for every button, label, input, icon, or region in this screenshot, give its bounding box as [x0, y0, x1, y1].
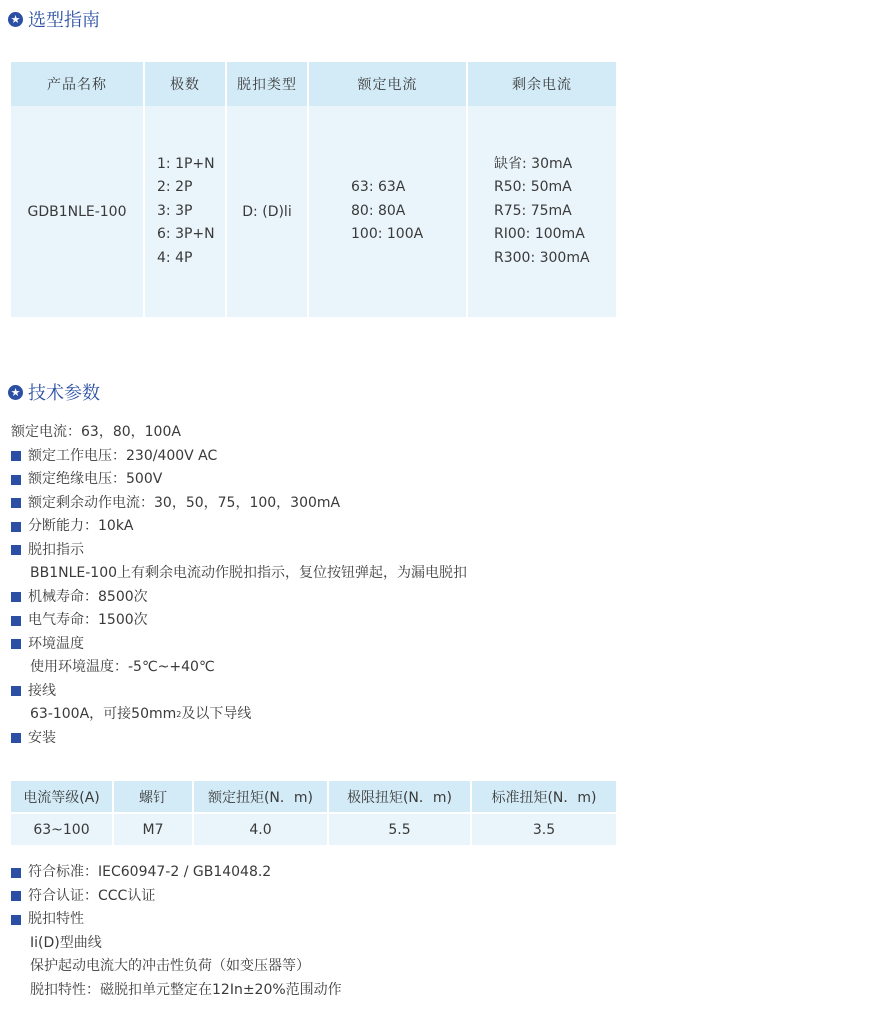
list-item — [11, 515, 467, 539]
tech-params-title — [8, 379, 100, 405]
header-screw: 螺钉 — [114, 781, 194, 812]
wiring-detail-text-post: 及以下导线 — [181, 706, 252, 722]
rated-current-option: 80: 80A — [351, 202, 406, 219]
list-item — [11, 908, 342, 932]
bullet-square-icon — [11, 498, 21, 508]
standard-text: 符合标准：IEC60947-2 / GB14048.2 — [28, 864, 272, 880]
table-row — [11, 106, 616, 317]
table-row — [11, 812, 616, 845]
residual-current-cell — [468, 106, 616, 317]
list-item — [11, 633, 467, 657]
table-cell: 63~100 — [11, 812, 114, 845]
table-cell: 4.0 — [194, 812, 329, 845]
bullet-square-icon — [11, 891, 21, 901]
bullet-square-icon — [11, 868, 21, 878]
poles-option: 2: 2P — [157, 179, 193, 196]
header-standard-torque: 标准扭矩(N．m) — [472, 781, 616, 812]
list-item — [11, 609, 467, 633]
superscript: 2 — [176, 710, 182, 719]
header-trip-type: 脱扣类型 — [227, 62, 309, 106]
param-text: 额定绝缘电压：500V — [28, 471, 163, 487]
list-item — [11, 680, 467, 704]
param-text: 安装 — [28, 729, 56, 746]
list-item — [11, 586, 467, 610]
list-item — [11, 885, 342, 909]
param-rated-current: 额定电流：63，80，100A — [11, 424, 181, 440]
param-text: 环境温度 — [28, 635, 84, 652]
poles-option: 1: 1P+N — [157, 155, 215, 172]
param-text: 电气寿命：1500次 — [28, 612, 148, 628]
standards-list — [11, 861, 342, 1002]
residual-current-option: R50: 50mA — [494, 179, 572, 196]
poles-cell — [145, 106, 227, 317]
tech-params-title-text: 技术参数 — [28, 383, 100, 404]
bullet-square-icon — [11, 545, 21, 555]
selection-table — [11, 62, 616, 317]
poles-option: 6: 3P+N — [157, 226, 215, 243]
header-limit-torque: 极限扭矩(N．m) — [329, 781, 472, 812]
param-text: 分断能力：10kA — [28, 518, 134, 534]
star-icon: ★ — [8, 12, 23, 27]
residual-current-option: R75: 75mA — [494, 202, 572, 219]
header-current-class: 电流等级(A) — [11, 781, 114, 812]
param-text: 脱扣指示 — [28, 541, 84, 558]
table-cell: M7 — [114, 812, 194, 845]
bullet-square-icon — [11, 592, 21, 602]
residual-current-option: 缺省: 30mA — [494, 155, 573, 172]
bullet-square-icon — [11, 451, 21, 461]
list-item — [11, 861, 342, 885]
list-item — [11, 492, 467, 516]
standard-text: 脱扣特性 — [28, 911, 84, 927]
list-item — [11, 468, 467, 492]
standard-text: 符合认证：CCC认证 — [28, 887, 156, 904]
bullet-square-icon — [11, 639, 21, 649]
bullet-square-icon — [11, 616, 21, 626]
poles-option: 4: 4P — [157, 249, 193, 266]
selection-guide-title — [8, 6, 100, 32]
rated-current-option: 100: 100A — [351, 226, 424, 243]
rated-current-cell — [309, 106, 468, 317]
trip-characteristic-detail: Ii(D)型曲线 — [30, 934, 102, 951]
wiring-detail-text: 63-100A，可接50mm — [30, 706, 177, 722]
residual-current-option: RI00: 100mA — [494, 226, 585, 243]
header-residual-current: 剩余电流 — [468, 62, 616, 106]
header-rated-torque: 额定扭矩(N．m) — [194, 781, 329, 812]
param-text: 额定工作电压：230/400V AC — [28, 447, 218, 464]
wiring-detail — [11, 703, 467, 727]
star-icon: ★ — [8, 385, 23, 400]
bullet-square-icon — [11, 686, 21, 696]
tech-params-list — [11, 421, 467, 750]
torque-table — [11, 781, 616, 845]
residual-current-option: R300: 300mA — [494, 249, 590, 266]
list-item — [11, 445, 467, 469]
bullet-square-icon — [11, 522, 21, 532]
param-text: 额定剩余动作电流：30，50，75，100，300mA — [28, 494, 341, 511]
product-name-cell: GDB1NLE-100 — [11, 106, 145, 317]
header-rated-current: 额定电流 — [309, 62, 468, 106]
selection-guide-title-text: 选型指南 — [28, 10, 100, 31]
header-product-name: 产品名称 — [11, 62, 145, 106]
temperature-detail: 使用环境温度：-5℃~+40℃ — [30, 659, 215, 675]
table-cell: 3.5 — [472, 812, 616, 845]
trip-type-cell: D: (D)li — [227, 106, 309, 317]
table-cell: 5.5 — [329, 812, 472, 845]
list-item — [11, 727, 467, 751]
bullet-square-icon — [11, 733, 21, 743]
rated-current-option: 63: 63A — [351, 179, 406, 196]
bullet-square-icon — [11, 915, 21, 925]
list-item — [11, 539, 467, 563]
trip-characteristic-detail: 保护起动电流大的冲击性负荷（如变压器等） — [30, 958, 310, 974]
param-text: 接线 — [28, 682, 56, 699]
bullet-square-icon — [11, 475, 21, 485]
header-poles: 极数 — [145, 62, 227, 106]
trip-indication-detail: BB1NLE-100上有剩余电流动作脱扣指示，复位按钮弹起，为漏电脱扣 — [30, 565, 468, 581]
trip-characteristic-detail: 脱扣特性：磁脱扣单元整定在12In±20%范围动作 — [30, 981, 342, 998]
param-text: 机械寿命：8500次 — [28, 588, 148, 605]
poles-option: 3: 3P — [157, 202, 193, 219]
